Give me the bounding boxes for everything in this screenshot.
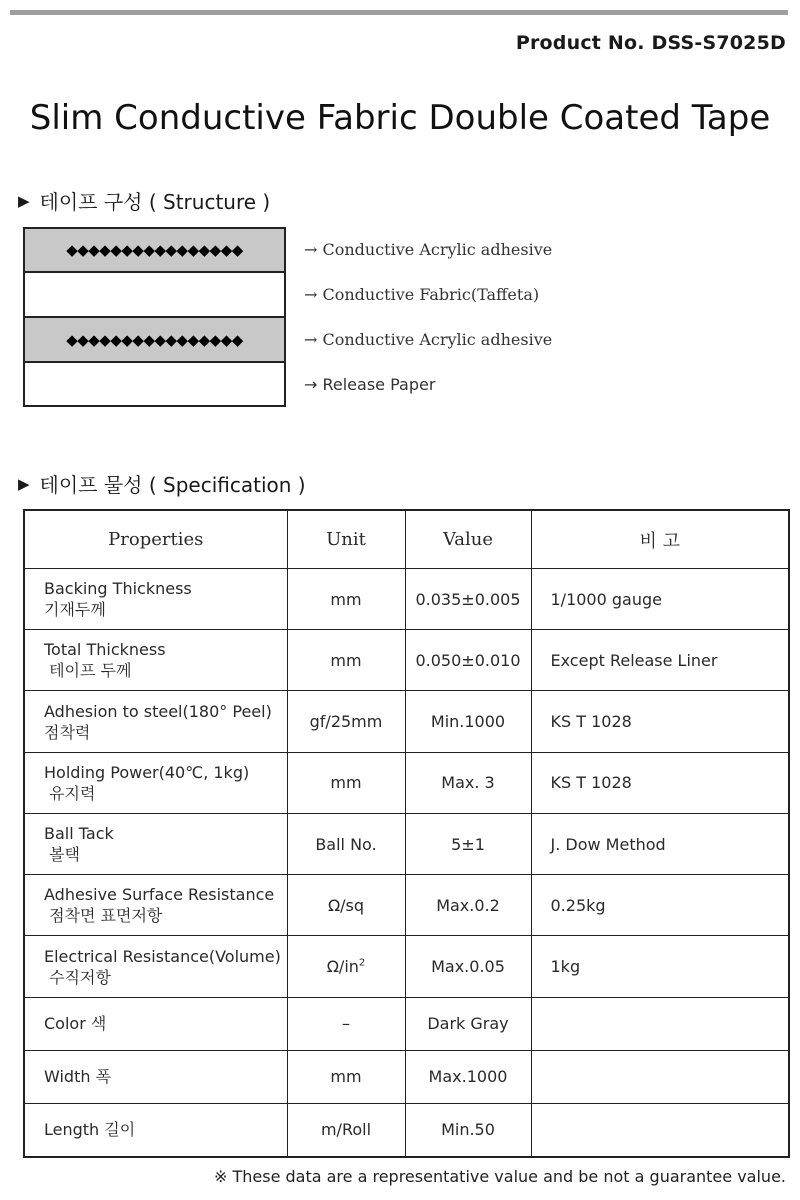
value-cell: 0.035±0.005: [405, 569, 531, 630]
property-cell: [24, 752, 287, 813]
property-cell: Color 색: [24, 997, 287, 1050]
property-name-en: Backing Thickness: [44, 579, 192, 599]
unit-cell: Ω/sq: [287, 875, 405, 936]
column-header-value: Value: [405, 510, 531, 569]
unit-cell: gf/25mm: [287, 691, 405, 752]
remark-cell: 1/1000 gauge: [531, 569, 789, 630]
value-cell: Max. 3: [405, 752, 531, 813]
unit-cell: mm: [287, 752, 405, 813]
property-name-en: Holding Power(40℃, 1kg): [44, 762, 250, 782]
layer-label: → Conductive Acrylic adhesive: [304, 240, 553, 259]
unit-cell: mm: [287, 1050, 405, 1103]
property-name-kr: 점착력: [44, 722, 91, 742]
unit-cell: Ball No.: [287, 813, 405, 874]
remark-cell: Except Release Liner: [531, 630, 789, 691]
specification-table: [23, 509, 790, 1158]
document-title: Slim Conductive Fabric Double Coated Tape: [29, 98, 771, 138]
property-name-en: Electrical Resistance(Volume): [44, 946, 281, 966]
table-row: [24, 1103, 789, 1157]
table-row: [24, 1050, 789, 1103]
property-cell: [24, 569, 287, 630]
structure-heading: [18, 186, 270, 215]
column-header-properties: Properties: [24, 510, 287, 569]
property-cell: [24, 630, 287, 691]
property-name-kr: 볼택: [49, 845, 81, 865]
remark-cell: J. Dow Method: [531, 813, 789, 874]
triangle-right-icon: ▶: [18, 474, 30, 493]
unit-cell: mm: [287, 569, 405, 630]
table-row: [24, 997, 789, 1050]
disclaimer-footnote: ※ These data are a representative value and be not a guarantee value.: [213, 1167, 786, 1186]
value-cell: Min.50: [405, 1103, 531, 1157]
table-row: [24, 936, 789, 997]
property-cell: Length 길이: [24, 1103, 287, 1157]
specification-heading-text: 테이프 물성 ( Specification ): [39, 473, 306, 497]
remark-cell: KS T 1028: [531, 752, 789, 813]
column-header-unit: Unit: [287, 510, 405, 569]
property-name-kr: 점착면 표면저항: [49, 906, 163, 926]
remark-cell: [531, 1050, 789, 1103]
value-cell: Max.0.05: [405, 936, 531, 997]
value-cell: Dark Gray: [405, 997, 531, 1050]
product-number: Product No. DSS-S7025D: [515, 32, 786, 54]
value-cell: Max.0.2: [405, 875, 531, 936]
property-name-en: Adhesion to steel(180° Peel): [44, 701, 272, 721]
table-row: [24, 569, 789, 630]
property-name-en: Adhesive Surface Resistance: [44, 885, 275, 905]
unit-cell: mm: [287, 630, 405, 691]
remark-cell: [531, 997, 789, 1050]
unit-cell: [287, 936, 405, 997]
value-cell: Max.1000: [405, 1050, 531, 1103]
table-row: [24, 875, 789, 936]
value-cell: 5±1: [405, 813, 531, 874]
layer-label: → Conductive Fabric(Taffeta): [304, 285, 540, 304]
structure-heading-text: 테이프 구성 ( Structure ): [39, 190, 271, 214]
unit-text: Ω/in: [326, 957, 359, 977]
table-row: [24, 691, 789, 752]
property-name-en: Total Thickness: [44, 640, 166, 660]
table-row: [24, 752, 789, 813]
property-cell: [24, 936, 287, 997]
table-row: [24, 630, 789, 691]
property-cell: Width 폭: [24, 1050, 287, 1103]
property-cell: [24, 813, 287, 874]
property-cell: [24, 875, 287, 936]
unit-cell: m/Roll: [287, 1103, 405, 1157]
property-name-en: Ball Tack: [44, 824, 114, 844]
unit-cell: –: [287, 997, 405, 1050]
specification-heading: [18, 469, 306, 498]
layer-fabric: [23, 271, 286, 318]
layer-label: → Release Paper: [304, 375, 436, 394]
property-name-kr: 테이프 두께: [49, 661, 132, 681]
layer-label: → Conductive Acrylic adhesive: [304, 330, 553, 349]
layer-release-paper: [23, 361, 286, 407]
unit-superscript: 2: [358, 957, 366, 969]
layer-adhesive-top: ◆◆◆◆◆◆◆◆◆◆◆◆◆◆◆◆: [23, 227, 286, 273]
table-row: [24, 813, 789, 874]
property-name-kr: 기재두께: [44, 600, 106, 620]
column-header-remarks: 비 고: [531, 510, 789, 569]
property-cell: [24, 691, 287, 752]
property-name-kr: 수직저항: [49, 967, 111, 987]
remark-cell: 0.25kg: [531, 875, 789, 936]
value-cell: Min.1000: [405, 691, 531, 752]
triangle-right-icon: ▶: [18, 191, 30, 210]
property-name-kr: 유지력: [49, 783, 96, 803]
remark-cell: KS T 1028: [531, 691, 789, 752]
top-rule: [10, 10, 788, 15]
remark-cell: [531, 1103, 789, 1157]
value-cell: 0.050±0.010: [405, 630, 531, 691]
layer-adhesive-bottom: ◆◆◆◆◆◆◆◆◆◆◆◆◆◆◆◆: [23, 316, 286, 363]
remark-cell: 1kg: [531, 936, 789, 997]
